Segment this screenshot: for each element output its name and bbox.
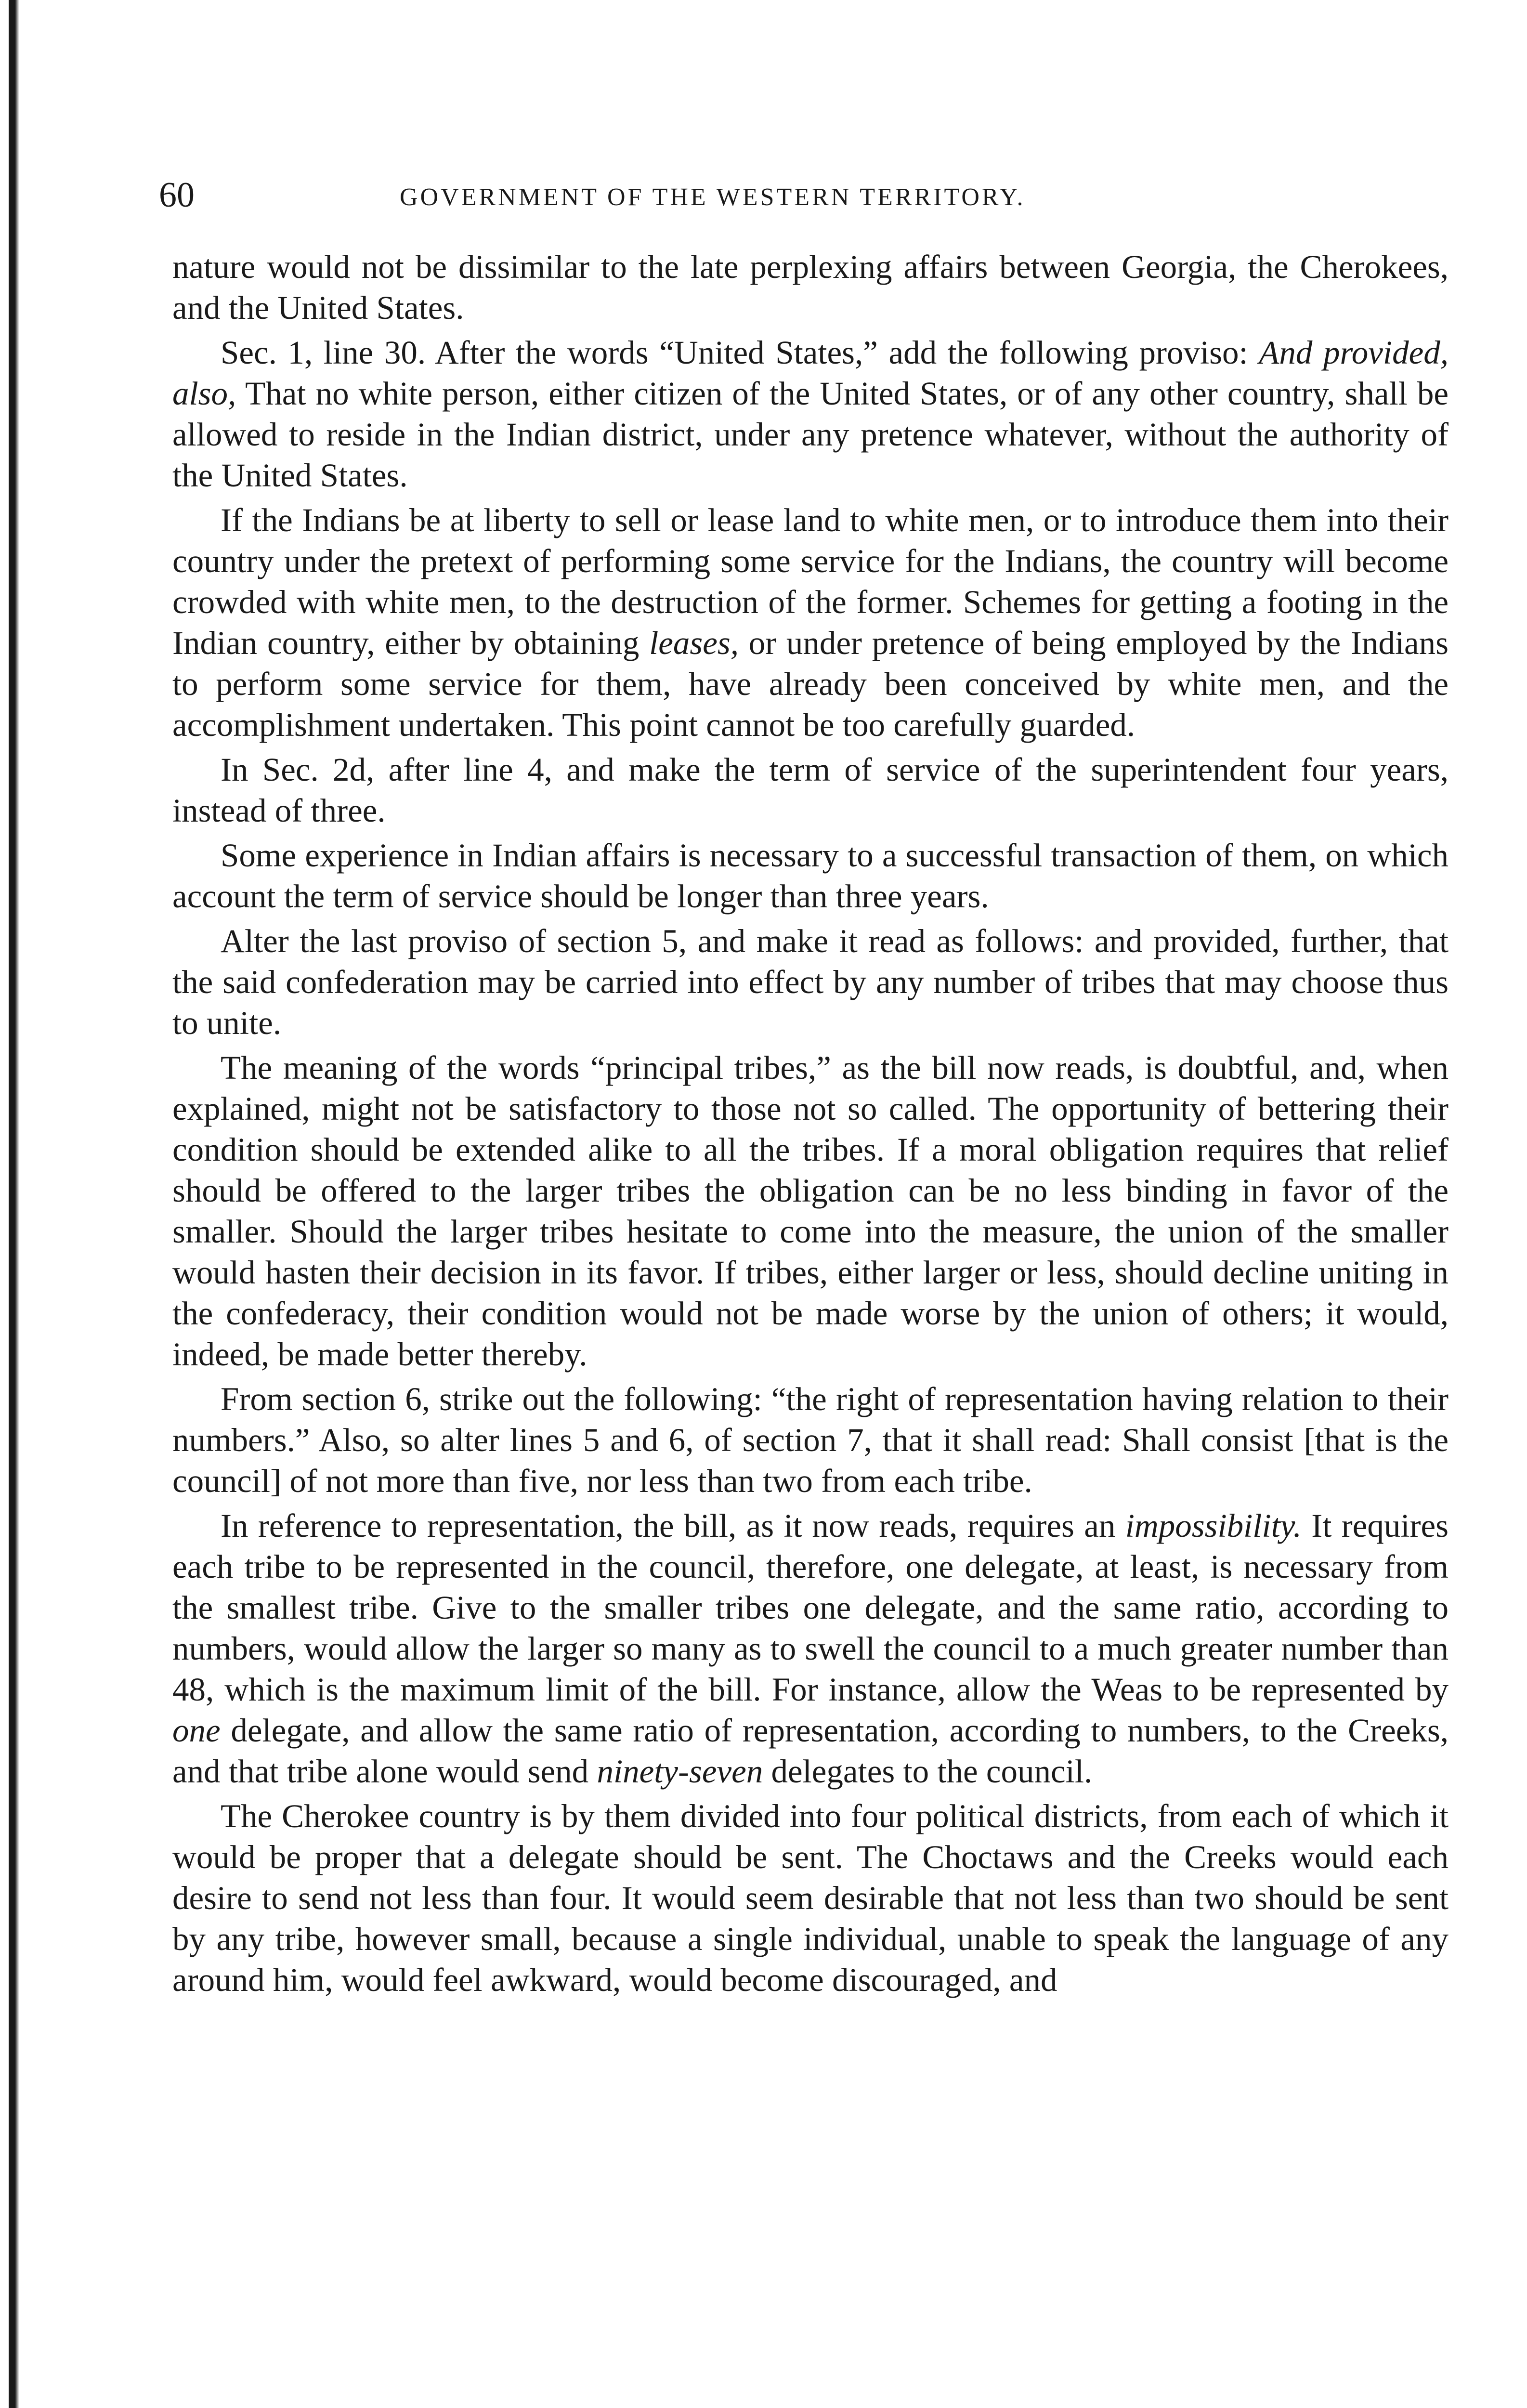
text-run: In reference to representation, the bill, as it now reads, requires an	[221, 1507, 1125, 1544]
text-run: The meaning of the words “principal tribes,” as the bill now reads, is doubtful, and, when explained, might not be satisfactory to those not so called. The opportunity of bettering their condition should be extended alike to all the tribes. If a moral obligation requires that relief should be offered to the larger tribes the obligation can be no less binding in favor of the smaller. Should the larger tribes hesitate to come into the measure, the union of the smaller would hasten their decision in its favor. If tribes, either larger or less, should decline uniting in the confederacy, their condition would not be made worse by the union of others; it would, indeed, be made better thereby.	[172, 1049, 1449, 1373]
paragraph	[172, 332, 1449, 496]
page-edge-left	[9, 0, 19, 2408]
text-run: The Cherokee country is by them divided into four political districts, from each of which it would be proper that a delegate should be sent. The Choctaws and the Creeks would each desire to send not less than four. It would seem desirable that not less than two should be sent by any tribe, however small, because a single individual, unable to speak the language of any around him, would feel awkward, would become discouraged, and	[172, 1798, 1449, 1998]
paragraph	[172, 1505, 1449, 1792]
italic-text: one	[172, 1712, 221, 1749]
text-run: In Sec. 2d, after line 4, and make the term of service of the superintendent four years, instead of three.	[172, 751, 1449, 829]
text-run: delegate, and allow the same ratio of representation, according to numbers, to the Creeks, and that tribe alone would send	[172, 1712, 1449, 1790]
text-run: From section 6, strike out the following: “the right of representation having relation to their numbers.” Also, so alter lines 5 and 6, of section 7, that it shall read: Shall consist [that is the council] of not more than five, nor less than two from each tribe.	[172, 1381, 1449, 1499]
text-run: It requires each tribe to be represented in the council, therefore, one delegate, at least, is necessary from the smallest tribe. Give to the smaller tribes one delegate, and the same ratio, according to numbers, would allow the larger so many as to swell the council to a much greater number than 48, which is the maximum limit of the bill. For instance, allow the Weas to be represented by	[172, 1507, 1449, 1708]
page-number: 60	[159, 175, 195, 215]
text-run: nature would not be dissimilar to the late perplexing affairs between Georgia, the Cherokees, and the United States.	[172, 249, 1449, 326]
text-run: or under pretence of being employed by the Indians to perform some service for them, have already been conceived by white men, and the accomplishment undertaken. This point cannot be too carefully guarded.	[172, 625, 1449, 743]
text-run: Sec. 1, line 30. After the words “United States,” add the following proviso:	[221, 334, 1259, 371]
paragraph	[172, 500, 1449, 746]
paragraph	[172, 1796, 1449, 2001]
paragraph	[172, 921, 1449, 1044]
italic-text: And provided, also,	[172, 334, 1449, 412]
italic-text: impossibility.	[1125, 1507, 1302, 1544]
paragraph	[172, 1379, 1449, 1502]
body-text	[172, 247, 1449, 2004]
paragraph	[172, 749, 1449, 831]
paragraph	[172, 835, 1449, 917]
text-run: Some experience in Indian affairs is necessary to a successful transaction of them, on which account the term of service should be longer than three years.	[172, 837, 1449, 915]
running-header	[159, 171, 1454, 224]
text-run: That no white person, either citizen of the United States, or of any other country, shall be allowed to reside in the Indian district, under any pretence whatever, without the authority of the United States.	[172, 375, 1449, 494]
text-run: Alter the last proviso of section 5, and make it read as follows: and provided, further, that the said confederation may be carried into effect by any number of tribes that may choose thus to unite.	[172, 923, 1449, 1041]
paragraph	[172, 1047, 1449, 1375]
italic-text: leases,	[649, 625, 739, 661]
italic-text: ninety-seven	[597, 1753, 763, 1790]
text-run: If the Indians be at liberty to sell or lease land to white men, or to introduce them into their country under the pretext of performing some service for the Indians, the country will become crowded with white men, to the destruction of the former. Schemes for getting a footing in the Indian country, either by obtaining	[172, 502, 1449, 661]
running-title: GOVERNMENT OF THE WESTERN TERRITORY.	[400, 183, 1026, 211]
text-run: delegates to the council.	[763, 1753, 1093, 1790]
paragraph	[172, 247, 1449, 328]
